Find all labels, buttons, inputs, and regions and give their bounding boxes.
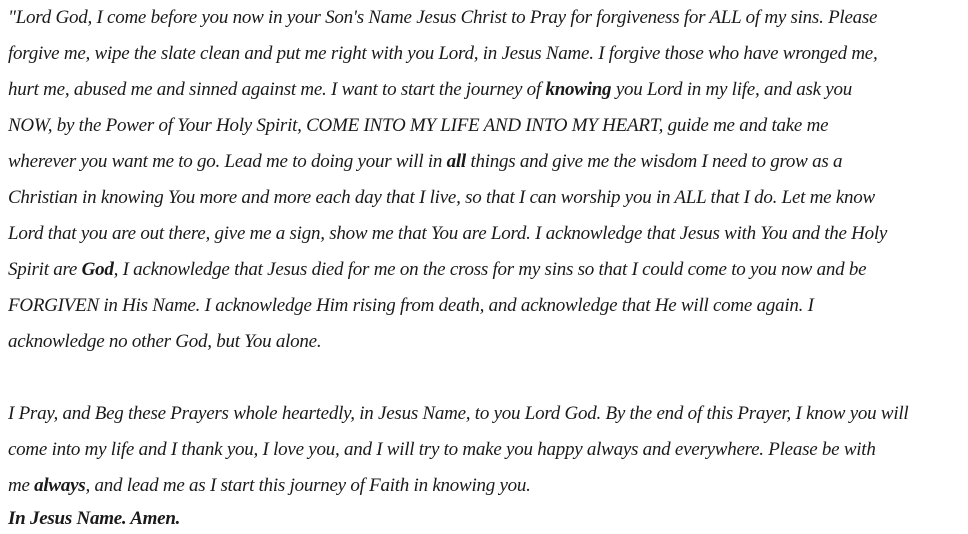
text-line — [8, 252, 968, 288]
text-line: acknowledge no other God, but You alone. — [8, 331, 322, 352]
text-segment: Spirit are — [8, 259, 82, 280]
text-line: "Lord God, I come before you now in your Son's Name Jesus Christ to Pray for forgiveness for ALL of my sins. Please — [8, 7, 878, 28]
text-line — [8, 144, 968, 180]
emphasis-text: all — [446, 151, 466, 172]
text-line: FORGIVEN in His Name. I acknowledge Him rising from death, and acknowledge that He will come again. I — [8, 295, 814, 316]
closing-line: In Jesus Name. Amen. — [8, 508, 181, 529]
emphasis-text: knowing — [545, 79, 612, 100]
text-line: Christian in knowing You more and more each day that I live, so that I can worship you in ALL that I do. Let me know — [8, 187, 875, 208]
emphasis-text: always — [34, 475, 86, 496]
text-segment: me — [8, 475, 35, 496]
emphasis-text: God — [81, 259, 114, 280]
text-line: Lord that you are out there, give me a sign, show me that You are Lord. I acknowledge that Jesus with You and the Holy — [8, 223, 888, 244]
paragraph-2 — [8, 396, 968, 504]
paragraph-spacer — [8, 360, 968, 396]
text-segment: hurt me, abused me and sinned against me. I want to start the journey of — [8, 79, 546, 100]
text-line — [8, 72, 968, 108]
text-segment: you Lord in my life, and ask you — [611, 79, 852, 100]
text-line — [8, 468, 968, 504]
text-segment: , I acknowledge that Jesus died for me on the cross for my sins so that I could come to you now and be — [113, 259, 867, 280]
text-line: come into my life and I thank you, I love you, and I will try to make you happy always and everywhere. Please be with — [8, 439, 876, 460]
text-segment: , and lead me as I start this journey of Faith in knowing you. — [85, 475, 531, 496]
text-segment: things and give me the wisdom I need to grow as a — [465, 151, 843, 172]
text-line: I Pray, and Beg these Prayers whole heartedly, in Jesus Name, to you Lord God. By the end of this Prayer, I know you will — [8, 403, 909, 424]
paragraph-1 — [8, 0, 968, 360]
text-line: forgive me, wipe the slate clean and put me right with you Lord, in Jesus Name. I forgive those who have wronged me, — [8, 43, 878, 64]
prayer-document — [8, 0, 968, 534]
text-segment: wherever you want me to go. Lead me to doing your will in — [8, 151, 447, 172]
text-line: NOW, by the Power of Your Holy Spirit, COME INTO MY LIFE AND INTO MY HEART, guide me and take me — [8, 115, 829, 136]
